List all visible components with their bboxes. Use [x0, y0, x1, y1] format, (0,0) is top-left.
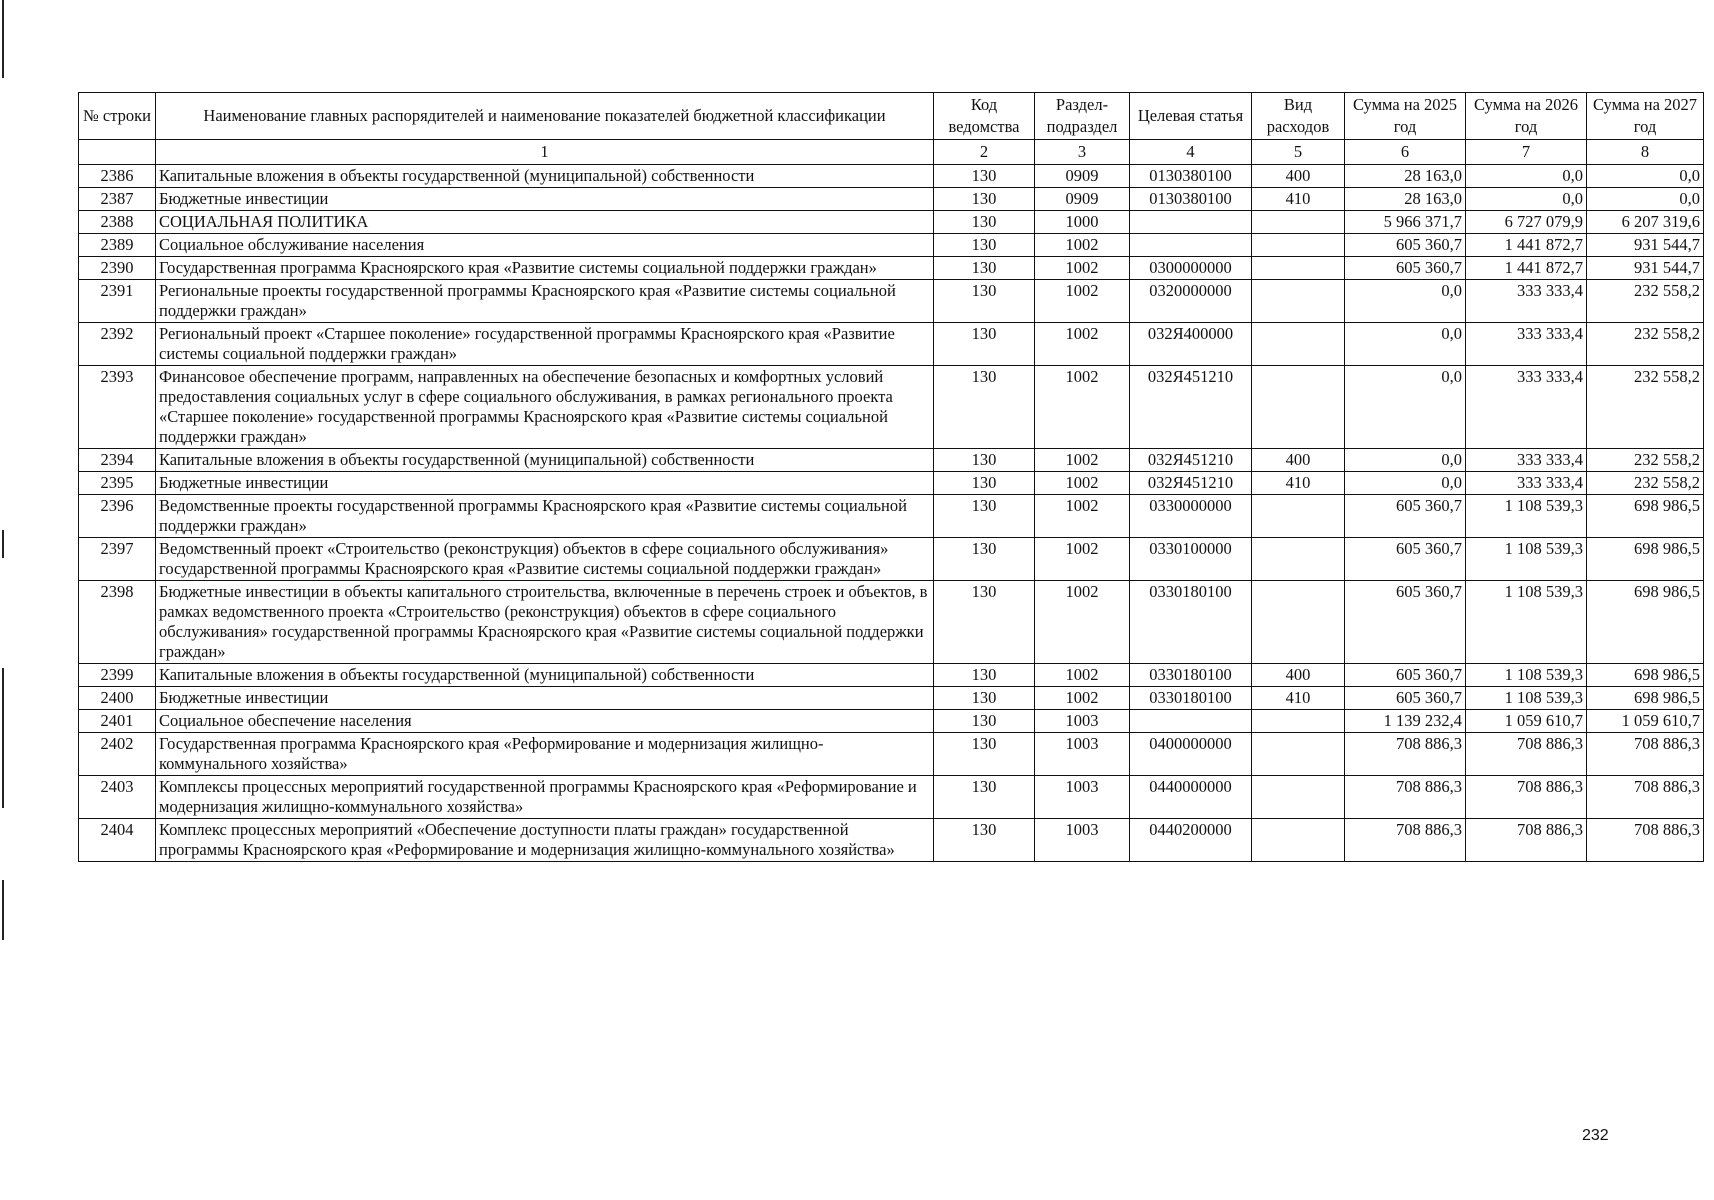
table-row: [79, 449, 1704, 472]
sum-2026-cell: 1 108 539,3: [1466, 538, 1587, 581]
column-number: [79, 140, 156, 165]
table-row: [79, 776, 1704, 819]
table-row: [79, 495, 1704, 538]
sum-2026-cell: 6 727 079,9: [1466, 211, 1587, 234]
column-number: 3: [1035, 140, 1130, 165]
sum-2026-cell: 333 333,4: [1466, 472, 1587, 495]
row-number-cell: 2402: [79, 733, 156, 776]
section-code-cell: 1003: [1035, 776, 1130, 819]
expense-type-cell: 410: [1252, 188, 1345, 211]
sum-2025-cell: 0,0: [1345, 472, 1466, 495]
column-number: 7: [1466, 140, 1587, 165]
section-code-cell: 1003: [1035, 733, 1130, 776]
sum-2027-cell: 931 544,7: [1587, 257, 1704, 280]
section-code-cell: 1002: [1035, 257, 1130, 280]
expense-type-cell: 400: [1252, 449, 1345, 472]
column-number: 1: [156, 140, 934, 165]
department-code-cell: 130: [934, 449, 1035, 472]
header-expense-type: Вид расходов: [1252, 93, 1345, 140]
department-code-cell: 130: [934, 234, 1035, 257]
target-article-cell: [1130, 710, 1252, 733]
target-article-cell: 0330180100: [1130, 581, 1252, 664]
item-name-cell: Бюджетные инвестиции в объекты капитального строительства, включенные в перечень строек и объектов, в рамках ведомственного проекта «Строительство (реконструкция) объектов в сфере социального обслуживания» государственной программы Красноярского края «Развитие системы социальной поддержки граждан»: [156, 581, 934, 664]
item-name-cell: Социальное обеспечение населения: [156, 710, 934, 733]
header-section: Раздел-подраздел: [1035, 93, 1130, 140]
section-code-cell: 1002: [1035, 472, 1130, 495]
row-number-cell: 2398: [79, 581, 156, 664]
row-number-cell: 2388: [79, 211, 156, 234]
sum-2027-cell: 708 886,3: [1587, 776, 1704, 819]
target-article-cell: 0330180100: [1130, 687, 1252, 710]
sum-2027-cell: 232 558,2: [1587, 449, 1704, 472]
expense-type-cell: [1252, 323, 1345, 366]
row-number-cell: 2394: [79, 449, 156, 472]
expense-type-cell: [1252, 819, 1345, 862]
target-article-cell: 032Я451210: [1130, 366, 1252, 449]
sum-2025-cell: 28 163,0: [1345, 188, 1466, 211]
item-name-cell: Комплексы процессных мероприятий государственной программы Красноярского края «Реформирование и модернизация жилищно-коммунального хозяйства»: [156, 776, 934, 819]
table-row: [79, 165, 1704, 188]
column-number: 4: [1130, 140, 1252, 165]
target-article-cell: 0130380100: [1130, 165, 1252, 188]
sum-2026-cell: 0,0: [1466, 188, 1587, 211]
row-number-cell: 2403: [79, 776, 156, 819]
header-sum-2027: Сумма на 2027 год: [1587, 93, 1704, 140]
section-code-cell: 1002: [1035, 538, 1130, 581]
target-article-cell: 032Я451210: [1130, 472, 1252, 495]
department-code-cell: 130: [934, 188, 1035, 211]
section-code-cell: 1002: [1035, 234, 1130, 257]
target-article-cell: 032Я451210: [1130, 449, 1252, 472]
column-number: 6: [1345, 140, 1466, 165]
sum-2026-cell: 708 886,3: [1466, 819, 1587, 862]
sum-2027-cell: 0,0: [1587, 165, 1704, 188]
sum-2027-cell: 698 986,5: [1587, 687, 1704, 710]
sum-2027-cell: 6 207 319,6: [1587, 211, 1704, 234]
sum-2025-cell: 605 360,7: [1345, 687, 1466, 710]
table-row: [79, 733, 1704, 776]
sum-2026-cell: 1 059 610,7: [1466, 710, 1587, 733]
sum-2027-cell: 232 558,2: [1587, 323, 1704, 366]
table-row: [79, 188, 1704, 211]
expense-type-cell: [1252, 234, 1345, 257]
section-code-cell: 1002: [1035, 581, 1130, 664]
item-name-cell: Бюджетные инвестиции: [156, 188, 934, 211]
expense-type-cell: 410: [1252, 687, 1345, 710]
section-code-cell: 0909: [1035, 165, 1130, 188]
sum-2026-cell: 333 333,4: [1466, 449, 1587, 472]
table-row: [79, 472, 1704, 495]
row-number-cell: 2404: [79, 819, 156, 862]
item-name-cell: Капитальные вложения в объекты государственной (муниципальной) собственности: [156, 664, 934, 687]
table-row: [79, 366, 1704, 449]
table-row: [79, 211, 1704, 234]
table-row: [79, 257, 1704, 280]
expense-type-cell: [1252, 257, 1345, 280]
scan-edge-mark: [2, 530, 4, 558]
department-code-cell: 130: [934, 323, 1035, 366]
row-number-cell: 2389: [79, 234, 156, 257]
sum-2025-cell: 605 360,7: [1345, 581, 1466, 664]
column-number: 5: [1252, 140, 1345, 165]
expense-type-cell: [1252, 733, 1345, 776]
department-code-cell: 130: [934, 257, 1035, 280]
column-number-row: [79, 140, 1704, 165]
expense-type-cell: [1252, 538, 1345, 581]
header-department-code: Код ведомства: [934, 93, 1035, 140]
department-code-cell: 130: [934, 710, 1035, 733]
sum-2026-cell: 1 441 872,7: [1466, 234, 1587, 257]
department-code-cell: 130: [934, 366, 1035, 449]
sum-2027-cell: 698 986,5: [1587, 664, 1704, 687]
sum-2026-cell: 1 108 539,3: [1466, 687, 1587, 710]
sum-2026-cell: 333 333,4: [1466, 366, 1587, 449]
department-code-cell: 130: [934, 581, 1035, 664]
expense-type-cell: [1252, 710, 1345, 733]
item-name-cell: Ведомственный проект «Строительство (реконструкция) объектов в сфере социального обслуживания» государственной программы Красноярского края «Развитие системы социальной поддержки граждан»: [156, 538, 934, 581]
department-code-cell: 130: [934, 776, 1035, 819]
expense-type-cell: [1252, 280, 1345, 323]
item-name-cell: Бюджетные инвестиции: [156, 687, 934, 710]
sum-2025-cell: 708 886,3: [1345, 733, 1466, 776]
table-row: [79, 234, 1704, 257]
department-code-cell: 130: [934, 211, 1035, 234]
item-name-cell: Комплекс процессных мероприятий «Обеспечение доступности платы граждан» государственной программы Красноярского края «Реформирование и модернизация жилищно-коммунального хозяйства»: [156, 819, 934, 862]
table-row: [79, 664, 1704, 687]
sum-2025-cell: 708 886,3: [1345, 776, 1466, 819]
section-code-cell: 1002: [1035, 495, 1130, 538]
expense-type-cell: [1252, 211, 1345, 234]
sum-2025-cell: 0,0: [1345, 280, 1466, 323]
sum-2025-cell: 0,0: [1345, 366, 1466, 449]
expense-type-cell: 410: [1252, 472, 1345, 495]
scan-edge-mark: [2, 668, 4, 808]
sum-2025-cell: 708 886,3: [1345, 819, 1466, 862]
expense-type-cell: [1252, 495, 1345, 538]
item-name-cell: Социальное обслуживание населения: [156, 234, 934, 257]
table-row: [79, 710, 1704, 733]
target-article-cell: 0440000000: [1130, 776, 1252, 819]
item-name-cell: Государственная программа Красноярского края «Развитие системы социальной поддержки граждан»: [156, 257, 934, 280]
sum-2026-cell: 708 886,3: [1466, 733, 1587, 776]
section-code-cell: 1003: [1035, 819, 1130, 862]
header-sum-2026: Сумма на 2026 год: [1466, 93, 1587, 140]
section-code-cell: 1002: [1035, 366, 1130, 449]
department-code-cell: 130: [934, 495, 1035, 538]
item-name-cell: Бюджетные инвестиции: [156, 472, 934, 495]
sum-2026-cell: 708 886,3: [1466, 776, 1587, 819]
row-number-cell: 2395: [79, 472, 156, 495]
table-row: [79, 687, 1704, 710]
header-name: Наименование главных распорядителей и наименование показателей бюджетной классификации: [156, 93, 934, 140]
row-number-cell: 2386: [79, 165, 156, 188]
table-row: [79, 538, 1704, 581]
sum-2027-cell: 708 886,3: [1587, 733, 1704, 776]
budget-table: [78, 92, 1704, 862]
sum-2025-cell: 605 360,7: [1345, 538, 1466, 581]
sum-2025-cell: 605 360,7: [1345, 257, 1466, 280]
sum-2027-cell: 698 986,5: [1587, 538, 1704, 581]
sum-2027-cell: 698 986,5: [1587, 495, 1704, 538]
section-code-cell: 1002: [1035, 280, 1130, 323]
target-article-cell: 0440200000: [1130, 819, 1252, 862]
target-article-cell: 0300000000: [1130, 257, 1252, 280]
section-code-cell: 1002: [1035, 664, 1130, 687]
budget-table-body: [79, 165, 1704, 862]
target-article-cell: [1130, 211, 1252, 234]
department-code-cell: 130: [934, 733, 1035, 776]
item-name-cell: Финансовое обеспечение программ, направленных на обеспечение безопасных и комфортных условий предоставления социальных услуг в сфере социального обслуживания, в рамках регионального проекта «Старшее поколение» государственной программы Красноярского края «Развитие системы социальной поддержки граждан»: [156, 366, 934, 449]
sum-2025-cell: 1 139 232,4: [1345, 710, 1466, 733]
target-article-cell: 0320000000: [1130, 280, 1252, 323]
sum-2027-cell: 931 544,7: [1587, 234, 1704, 257]
department-code-cell: 130: [934, 472, 1035, 495]
section-code-cell: 1002: [1035, 687, 1130, 710]
item-name-cell: Капитальные вложения в объекты государственной (муниципальной) собственности: [156, 449, 934, 472]
expense-type-cell: [1252, 581, 1345, 664]
sum-2026-cell: 1 108 539,3: [1466, 664, 1587, 687]
section-code-cell: 1003: [1035, 710, 1130, 733]
sum-2025-cell: 28 163,0: [1345, 165, 1466, 188]
sum-2025-cell: 605 360,7: [1345, 664, 1466, 687]
sum-2025-cell: 5 966 371,7: [1345, 211, 1466, 234]
sum-2026-cell: 1 108 539,3: [1466, 495, 1587, 538]
sum-2026-cell: 1 108 539,3: [1466, 581, 1587, 664]
department-code-cell: 130: [934, 819, 1035, 862]
department-code-cell: 130: [934, 687, 1035, 710]
table-row: [79, 581, 1704, 664]
row-number-cell: 2396: [79, 495, 156, 538]
header-row-number: № строки: [79, 93, 156, 140]
item-name-cell: Капитальные вложения в объекты государственной (муниципальной) собственности: [156, 165, 934, 188]
header-target-article: Целевая статья: [1130, 93, 1252, 140]
column-number: 8: [1587, 140, 1704, 165]
row-number-cell: 2400: [79, 687, 156, 710]
sum-2026-cell: 0,0: [1466, 165, 1587, 188]
item-name-cell: Региональный проект «Старшее поколение» государственной программы Красноярского края «Развитие системы социальной поддержки граждан»: [156, 323, 934, 366]
department-code-cell: 130: [934, 280, 1035, 323]
sum-2026-cell: 333 333,4: [1466, 323, 1587, 366]
table-row: [79, 280, 1704, 323]
expense-type-cell: [1252, 776, 1345, 819]
item-name-cell: Ведомственные проекты государственной программы Красноярского края «Развитие системы социальной поддержки граждан»: [156, 495, 934, 538]
header-row: [79, 93, 1704, 140]
row-number-cell: 2392: [79, 323, 156, 366]
item-name-cell: СОЦИАЛЬНАЯ ПОЛИТИКА: [156, 211, 934, 234]
item-name-cell: Государственная программа Красноярского края «Реформирование и модернизация жилищно-коммунального хозяйства»: [156, 733, 934, 776]
sum-2026-cell: 1 441 872,7: [1466, 257, 1587, 280]
row-number-cell: 2387: [79, 188, 156, 211]
department-code-cell: 130: [934, 538, 1035, 581]
sum-2025-cell: 605 360,7: [1345, 495, 1466, 538]
sum-2027-cell: 232 558,2: [1587, 366, 1704, 449]
section-code-cell: 1000: [1035, 211, 1130, 234]
target-article-cell: 0330100000: [1130, 538, 1252, 581]
expense-type-cell: 400: [1252, 664, 1345, 687]
section-code-cell: 1002: [1035, 323, 1130, 366]
expense-type-cell: 400: [1252, 165, 1345, 188]
target-article-cell: 032Я400000: [1130, 323, 1252, 366]
target-article-cell: 0330000000: [1130, 495, 1252, 538]
sum-2027-cell: 708 886,3: [1587, 819, 1704, 862]
section-code-cell: 0909: [1035, 188, 1130, 211]
row-number-cell: 2391: [79, 280, 156, 323]
table-row: [79, 819, 1704, 862]
department-code-cell: 130: [934, 664, 1035, 687]
item-name-cell: Региональные проекты государственной программы Красноярского края «Развитие системы социальной поддержки граждан»: [156, 280, 934, 323]
sum-2027-cell: 1 059 610,7: [1587, 710, 1704, 733]
sum-2025-cell: 0,0: [1345, 449, 1466, 472]
column-number: 2: [934, 140, 1035, 165]
sum-2025-cell: 605 360,7: [1345, 234, 1466, 257]
target-article-cell: 0400000000: [1130, 733, 1252, 776]
target-article-cell: 0130380100: [1130, 188, 1252, 211]
table-row: [79, 323, 1704, 366]
header-sum-2025: Сумма на 2025 год: [1345, 93, 1466, 140]
target-article-cell: 0330180100: [1130, 664, 1252, 687]
department-code-cell: 130: [934, 165, 1035, 188]
sum-2025-cell: 0,0: [1345, 323, 1466, 366]
sum-2027-cell: 232 558,2: [1587, 472, 1704, 495]
expense-type-cell: [1252, 366, 1345, 449]
row-number-cell: 2390: [79, 257, 156, 280]
row-number-cell: 2401: [79, 710, 156, 733]
sum-2027-cell: 698 986,5: [1587, 581, 1704, 664]
sum-2026-cell: 333 333,4: [1466, 280, 1587, 323]
scan-edge-mark: [2, 0, 4, 78]
sum-2027-cell: 232 558,2: [1587, 280, 1704, 323]
section-code-cell: 1002: [1035, 449, 1130, 472]
row-number-cell: 2399: [79, 664, 156, 687]
page-number: 232: [1582, 1127, 1609, 1144]
scan-edge-mark: [2, 880, 4, 940]
sum-2027-cell: 0,0: [1587, 188, 1704, 211]
target-article-cell: [1130, 234, 1252, 257]
row-number-cell: 2397: [79, 538, 156, 581]
row-number-cell: 2393: [79, 366, 156, 449]
